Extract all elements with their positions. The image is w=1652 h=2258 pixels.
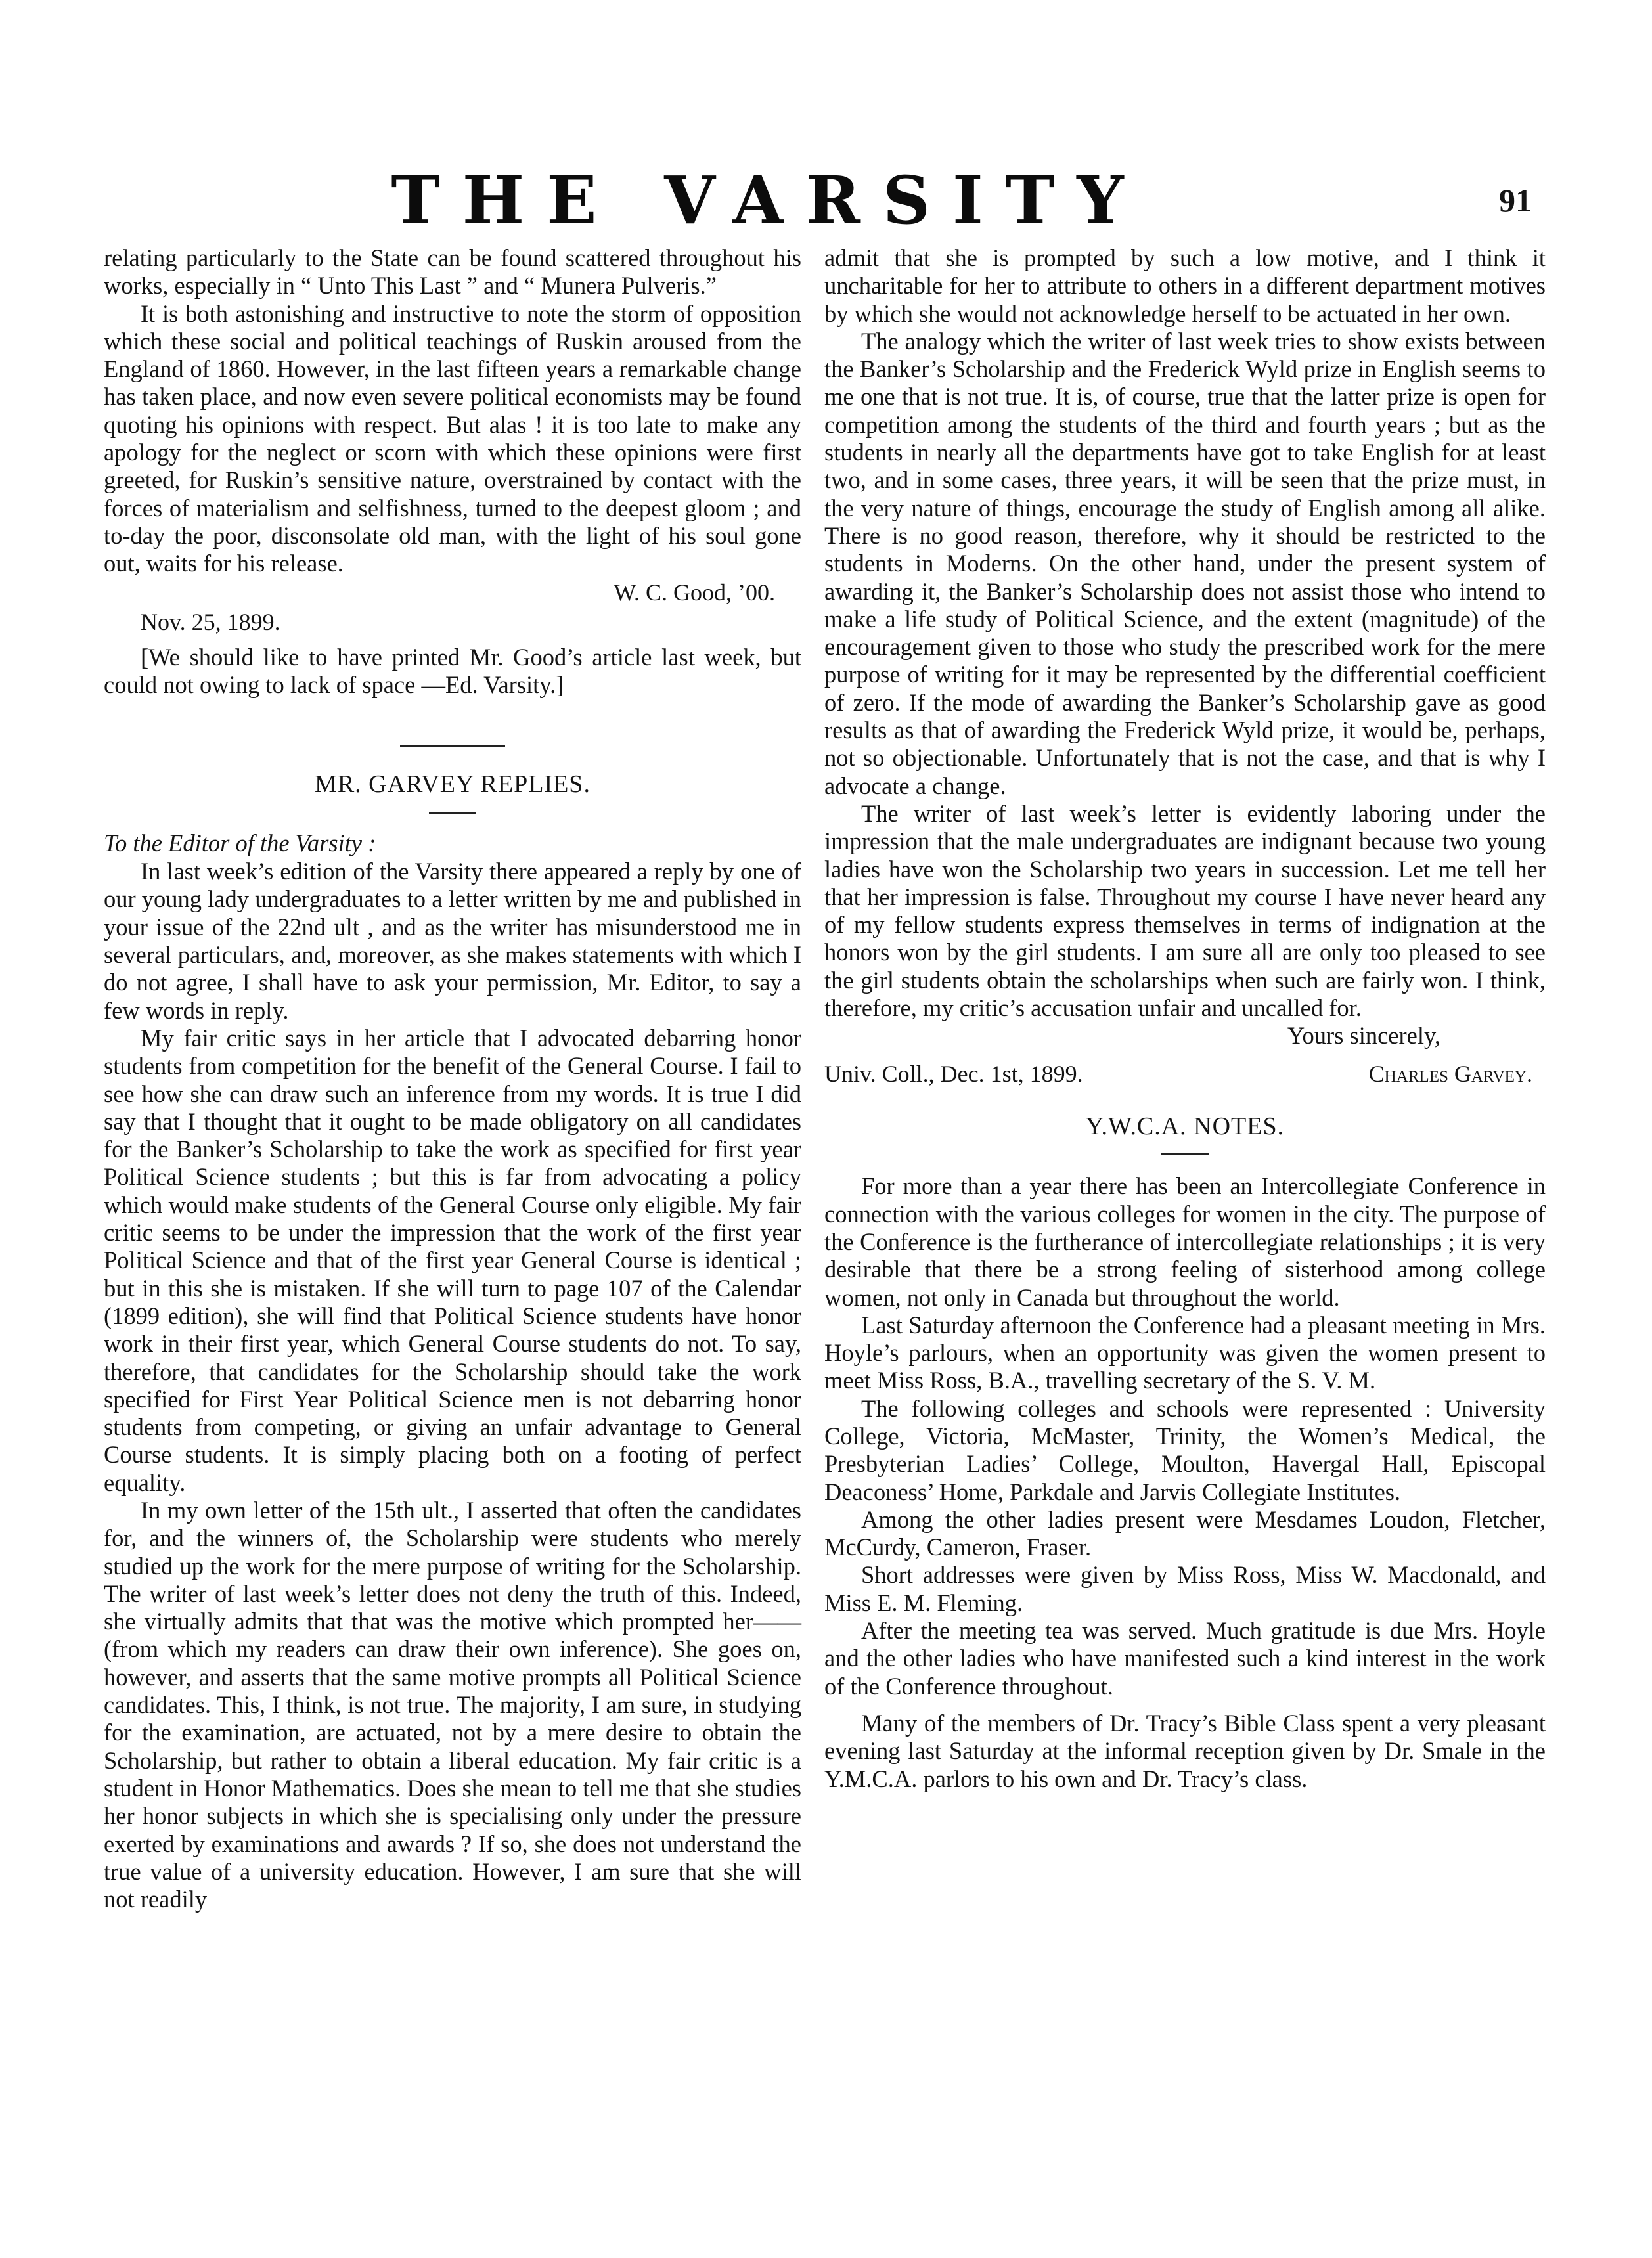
letter-closing: Yours sincerely, <box>1287 1022 1440 1050</box>
article-paragraph: It is both astonishing and instructive to note the storm of opposition which these social and political teachings of Ruskin aroused from the England of 1860. However, in the last fifteen years a remarkable change has taken place, and now even severe political economists may be found quoting his opinions with respect. But alas ! it is too late to make any apology for the neglect or scorn with which these opinions were first greeted, for Ruskin’s sensitive nature, overstrained by contact with the forces of materialism and selfishness, turned to the deepest gloom ; and to-day the poor, disconsolate old man, with the light of his soul gone out, waits for his release. <box>104 299 801 577</box>
notes-paragraph: The following colleges and schools were represented : University College, Victoria, McMaster, Trinity, the Women’s Medical, the Presbyterian Ladies’ College, Moulton, Havergal Hall, Episcopal Deaconess’ Home, Parkdale and Jarvis Collegiate Institutes. <box>824 1394 1546 1505</box>
article-date: Nov. 25, 1899. <box>141 608 280 635</box>
author-signature: W. C. Good, ’00. <box>614 579 775 606</box>
letter-paragraph: In my own letter of the 15th ult., I asserted that often the candidates for, and the winners of, the Scholarship were students who merely studied up the work for the mere purpose of writing for the Scholarship. The writer of last week’s letter does not deny the truth of this. Indeed, she virtually admits that that was the motive which prompted her—— (from which my readers can draw their own inference). She goes on, however, and asserts that the same motive prompts all Political Science candidates. This, I think, is not true. The majority, I am sure, in studying for the examination, are actuated, not by a mere desire to obtain the Scholarship, but rather to obtain a liberal education. My fair critic is a student in Honor Mathematics. Does she mean to tell me that she studies her honor subjects in which she is specialising only under the pressure exerted by examinations and awards ? If so, she does not understand the true value of a university education. However, I am sure that she will not readily <box>104 1496 801 1913</box>
notes-paragraph: After the meeting tea was served. Much gratitude is due Mrs. Hoyle and the other ladies who have manifested such a kind interest in the work of the Conference throughout. <box>824 1617 1546 1700</box>
notes-paragraph: Last Saturday afternoon the Conference had a pleasant meeting in Mrs. Hoyle’s parlours, when an opportunity was given the women present to meet Miss Ross, B.A., travelling secretary of the S. V. M. <box>824 1311 1546 1394</box>
notes-paragraph: Many of the members of Dr. Tracy’s Bible Class spent a very pleasant evening last Saturday at the informal reception given by Dr. Smale in the Y.M.C.A. parlors to his own and Dr. Tracy’s class. <box>824 1709 1546 1792</box>
letter-paragraph: My fair critic says in her article that I advocated debarring honor students from competition for the benefit of the General Course. I fail to see how she can draw such an inference from my words. It is true I did say that I thought that it ought to be made obligatory on all candidates for the Banker’s Scholarship to take the work as specified for first year Political Science students ; but this is far from advocating a policy which would make students of the General Course only eligible. My fair critic seems to be under the impression that the work of the first year Political Science and that of the first year General Course is identical ; but in this she is mistaken. If she will turn to page 107 of the Calendar (1899 edition), she will find that Political Science students have honor work in their first year, which General Course students do not. To say, therefore, that candidates for the Scholarship should take the work specified for First Year Political Science men is not debarring honor students from competing, or giving an unfair advantage to General Course students. It is simply placing both on a footing of perfect equality. <box>104 1024 801 1496</box>
letter-paragraph: admit that she is prompted by such a low motive, and I think it uncharitable for her to attribute to others in a different department motives by which she would not acknowledge herself to be actuated in her own. <box>824 244 1546 327</box>
notes-paragraph: Short addresses were given by Miss Ross, Miss W. Macdonald, and Miss E. M. Fleming. <box>824 1561 1546 1616</box>
notes-paragraph: Among the other ladies present were Mesdames Loudon, Fletcher, McCurdy, Cameron, Fraser. <box>824 1505 1546 1561</box>
letter-place-date: Univ. Coll., Dec. 1st, 1899. <box>824 1061 1083 1088</box>
notes-paragraph: For more than a year there has been an Intercollegiate Conference in connection with the various colleges for women in the city. The purpose of the Conference is the furtherance of intercollegiate relationships ; it is very desirable that there be a strong feeling of sisterhood among college women, not only in Canada but throughout the world. <box>824 1172 1546 1311</box>
letter-paragraph: The analogy which the writer of last week tries to show exists between the Banker’s Scholarship and the Frederick Wyld prize in English seems to me one that is not true. It is, of course, true that the latter prize is open for competition among the students of the third and fourth years ; but as the students in nearly all the departments have got to take English for at least two, and in some cases, three years, it will be seen that the prize must, in the very nature of things, encourage the study of English among all alike. There is no good reason, therefore, why it should be restricted to the students in Moderns. On the other hand, under the present system of awarding it, the Banker’s Scholarship does not assist those who intend to make a life study of Political Science, and the extent (magnitude) of the encouragement given to those who study the prescribed work for the mere purpose of writing for it may be represented by the differential coefficient of zero. If the mode of awarding the Banker’s Scholarship gave as good results as that of awarding the Frederick Wyld prize, it would be, perhaps, not so objectionable. Unfortunately that is not the case, and that is why I advocate a change. <box>824 327 1546 799</box>
letter-paragraph: The writer of last week’s letter is evidently laboring under the impression that the male undergraduates are indignant because two young ladies have won the Scholarship two years in succession. Let me tell her that her impression is false. Throughout my course I have never heard any of my fellow students express themselves in terms of indignation at the honors won by the girl students. I am sure all are only too pleased to see the girl students obtain the scholarships when such are fairly won. I think, therefore, my critic’s accusation unfair and uncalled for. <box>824 799 1546 1022</box>
letter-salutation: To the Editor of the Varsity : <box>104 830 376 857</box>
section-heading-garvey: MR. GARVEY REPLIES. <box>315 770 591 799</box>
article-paragraph: relating particularly to the State can be found scattered throughout his works, especially in “ Unto This Last ” and “ Munera Pulveris.” <box>104 244 801 299</box>
page-number: 91 <box>1499 182 1532 219</box>
left-column <box>104 244 801 1913</box>
section-heading-ywca: Y.W.C.A. NOTES. <box>1085 1113 1285 1141</box>
newspaper-title: THE VARSITY <box>391 162 1146 239</box>
editor-note: [We should like to have printed Mr. Good’s article last week, but could not owing to lack of space —Ed. Varsity.] <box>104 643 801 698</box>
right-column <box>824 244 1546 1793</box>
letter-signoff <box>824 1059 1546 1089</box>
letter-paragraph: In last week’s edition of the Varsity there appeared a reply by one of our young lady undergraduates to a letter written by me and published in your issue of the 22nd ult , and as the writer has misunderstood me in several particulars, and, moreover, as she makes statements with which I do not agree, I shall have to ask your permission, Mr. Editor, to say a few words in reply. <box>104 858 801 1024</box>
masthead <box>0 158 1652 243</box>
letter-signer: Charles Garvey. <box>1368 1061 1532 1088</box>
